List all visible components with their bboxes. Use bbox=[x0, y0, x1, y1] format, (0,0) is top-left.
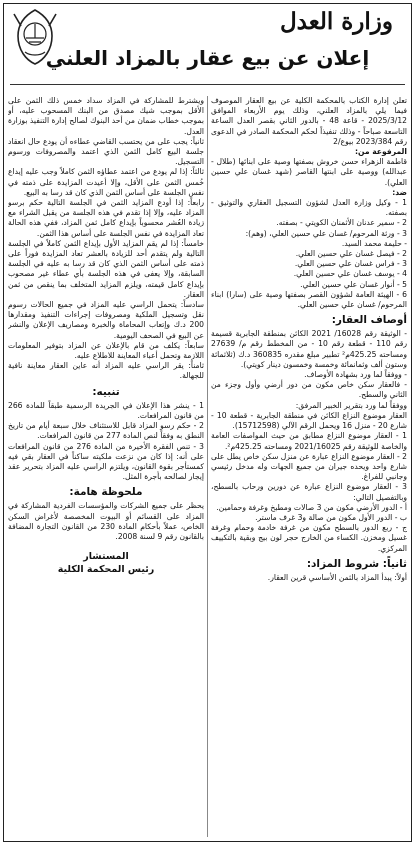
plaintiff-line: - حليمة محمد السيد. bbox=[341, 238, 407, 248]
property-line: 1 - العقار موضوع النزاع مطابق من حيث المواصفات العامة والخاصة للوثيقة رقم 2021/16025 ومساحته 425.25م². bbox=[211, 431, 407, 451]
plaintiffs-heading: المرفوعة من: bbox=[354, 147, 407, 157]
property-line: ج - ربع الدور بالسطح مكون من غرفة خادمة وحمام وغرفة غسيل ومخزن. الكساء من الخارج حجر لون بيج وبقية بالتكييف المركزي. bbox=[211, 523, 407, 553]
notice-header bbox=[4, 4, 411, 96]
condition-paragraph: سادساً: يتحمل الراسي عليه المزاد في جميع الحالات رسوم نقل وتسجيل الملكية ومصروفات إجراءات التنفيذ ومقدارها 200 د.ك وإتعاب المحاماة والخبرة ومصاريف الإعلان والنشر عن البيع في الصحف اليومية. bbox=[8, 300, 204, 340]
right-column bbox=[211, 96, 407, 837]
signature-title: المستشار bbox=[83, 551, 129, 563]
plaintiff-line: 6 - الهيئة العامة لشؤون القصر بصفتها وصية على (سارا) ابناء المرحوم/ غسان علي حسين العلي. bbox=[211, 289, 407, 310]
condition-paragraph: سابعاً: يكلف من قام بالإعلان عن المزاد بتوفير المعلومات اللازمة وتحمل أعباء المعاينة للاطلاع عليه. bbox=[8, 340, 204, 361]
terms-line: أولاً: يبدأ المزاد بالثمن الأساسي قرين العقار. bbox=[267, 572, 407, 582]
notice-page bbox=[3, 3, 412, 842]
plaintiff-line: 3 - ورثة المرحوم/ غسان علي حسين العلي، (وهم): bbox=[245, 228, 407, 238]
plaintiff-line: قاطمة الزهراء حسن خروش بصفتها وصية على ابنائها (طلال - عبدالله) ووصية على ابنتها القاصر (شهد غسان علي حسين العلي). bbox=[211, 157, 407, 187]
condition-paragraph: رابعاً: إذا أودع المزايد الثمن في الجلسة التالية حكم برسو المزاد عليه، وإلا إذا تقدم في هذه الجلسة من يقبل الشراء مع زيادة العُشر محسوباً بإيداع كامل ثمن المزاد، ففي هذه الحالة تعاد المزايدة في نفس الجلسة على أساس هذا الثمن. bbox=[8, 198, 204, 238]
condition-paragraph: ثالثاً: إذا لم يودع من اعتمد عطاؤه الثمن كاملاً وجب عليه إيداع خُمس الثمن على الأقل، وإلا أعيدت المزايدة على ذمته في نفس الجلسة على أساس الثمن الذي كان قد رسا به البيع. bbox=[8, 167, 204, 197]
property-line: ووفقاً لما ورد بتقرير الخبير المرفق: bbox=[295, 400, 407, 410]
notice-columns bbox=[8, 96, 407, 837]
condition-paragraph: ويشترط للمشاركة في المزاد سداد خمس ذلك الثمن على الأقل بموجب شيك مصدق من البنك المسحوب عليه، أو بموجب خطاب ضمان من أحد البنوك لصالح إدارة التنفيذ بوزارة العدل. bbox=[8, 96, 204, 136]
plaintiff-line: 2 - فيصل غسان علي حسين العلي. bbox=[295, 249, 407, 259]
property-line: - ووفقاً لما ورد بشهادة الأوصاف. bbox=[304, 370, 407, 380]
condition-paragraph: خامساً: إذا لم يقم المزايد الأول بإيداع الثمن كاملاً في الجلسة التالية ولم يتقدم أحد للزيادة بالعشر تعاد المزايدة فوراً على ذمته على أساس الثمن الذي كان قد رسا به عليه في الجلسة السابقة، وإلا يعفى في هذه الجلسة بأي عطاء غير مصحوب بإيداع كامل قيمته، ويلزم المزايد المتخلف بما ينقص من ثمن العقار. bbox=[8, 238, 204, 299]
header-divider bbox=[10, 84, 405, 85]
column-separator bbox=[207, 96, 208, 837]
plaintiff-line: 4 - يوسف غسان علي حسين العلي. bbox=[293, 269, 407, 279]
ministry-name: وزارة العدل bbox=[279, 8, 393, 35]
plaintiff-line: 1 - وكيل وزارة العدل لشؤون التسجيل العقاري والتوثيق - بصفته. bbox=[211, 198, 407, 218]
notice-line: 3 - تنص الفقرة الأخيرة من المادة 276 من قانون المرافعات على أنه: إذا كان من نزعت ملكيته ساكناً في العقار بقي فيه كمستأجر بقوة القانون، ويلتزم الراسي عليه المزاد بتحرير عقد إيجار لصالحه بأجرة المثل. bbox=[8, 441, 204, 482]
property-line: 3 - العقار موضوع النزاع عبارة عن دورين ورحاب بالسطح، وبالتفصيل التالي: bbox=[211, 482, 407, 502]
notice-line: 1 - ينشر هذا الإعلان في الجريدة الرسمية طبقاً للمادة 266 من قانون المرافعات. bbox=[8, 400, 204, 420]
left-column bbox=[8, 96, 204, 837]
notice-title: إعلان عن بيع عقار بالمزاد العلني bbox=[45, 46, 370, 70]
property-line: - الوثيقة رقم 16028/ 2021 الكائن بمنطقة الجابرية قسيمة رقم 110 - قطعة رقم 10 - من المخطط رقم م/ 27639 ومساحته 425.25م² تطبير مبلغ مقدره 360835 د.ك (ثلاثمائة وستون ألف وثمانمائة وخمسة وخمسون دينار كويتي). bbox=[211, 329, 407, 369]
plaintiff-line: ضد: bbox=[392, 187, 407, 197]
terms-heading: ثانياً: شروط المزاد: bbox=[306, 557, 407, 570]
signature-name: رئيس المحكمة الكلية bbox=[57, 564, 155, 576]
condition-paragraph: ثامناً: يقر الراسي عليه المزاد أنه عاين العقار معاينة نافية للجهالة. bbox=[8, 361, 204, 381]
plaintiff-line: 2 - سمير عدنان الأثمنان الكويتي - بصفته. bbox=[276, 218, 407, 228]
notice-line: 2 - حكم رسو المزاد قابل للاستئناف خلال سبعة أيام من تاريخ النطق به وفقاً لنص المادة 277 من قانون المرافعات. bbox=[8, 421, 204, 441]
property-line: أ - الدور الأرضي مكون من 3 صالات ومطبخ وغرفة وحمامين. bbox=[216, 502, 407, 512]
notice-heading: تنبيه: bbox=[92, 385, 120, 398]
plaintiff-line: 5 - أنوار غسان علي حسين العلي. bbox=[300, 279, 407, 289]
important-note-heading: ملحوظة هامة: bbox=[69, 486, 143, 499]
important-note: يحظر على جميع الشركات والمؤسسات الفردية المشاركة في المزاد على القسائم أو البيوت المخصصة لأغراض السكن الخاص، عملاً بأحكام المادة 230 من القانون التجارة المضافة بالقانون رقم 9 لسنة 2008. bbox=[8, 501, 204, 541]
property-line: العقار موضوع النزاع الكائن في منطقة الجابرية - قطعة 10 - شارع 20 - منزل 16 ويحمل الرقم الآلي (15712598). bbox=[211, 410, 407, 431]
property-heading: أوصاف العقار: bbox=[331, 314, 407, 327]
intro-paragraph: تعلن إدارة الكتاب بالمحكمة الكلية عن بيع العقار الموصوف فيما يلي بالمزاد العلني، وذلك يوم الأربعاء الموافق 2025/3/12 - قاعة 48 - بالدور الثاني بقصر العدل الساعة التاسعة صباحاً - وذلك تنفيذاً لحكم المحكمة الصادر في الدعوى رقم 2023/384 بيوع/2 bbox=[211, 96, 407, 146]
condition-paragraph: ثانياً: يجب على من يحتسب القاضي عطاءه أن يودع حال انعقاد جلسة البيع كامل الثمن الذي اعتمد والمصروفات ورسوم التسجيل. bbox=[8, 136, 204, 167]
property-line: ب - الدور الأول مكون من صالة و3 غرف ماستر. bbox=[255, 512, 407, 522]
plaintiff-line: 3 - فراس غسان علي حسين العلي. bbox=[294, 259, 407, 269]
property-line: 2 - العقار موضوع النزاع عبارة عن منزل سكن خاص يطل على شارع واحد ويحده جيران من جميع الجهات وله مدخل رئيسي وجانبي للفراغ. bbox=[211, 451, 407, 482]
property-line: - فالعقار سكن خاص مكون من دور أرضي وأول وجزء من الثاني والسطح. bbox=[211, 380, 407, 400]
